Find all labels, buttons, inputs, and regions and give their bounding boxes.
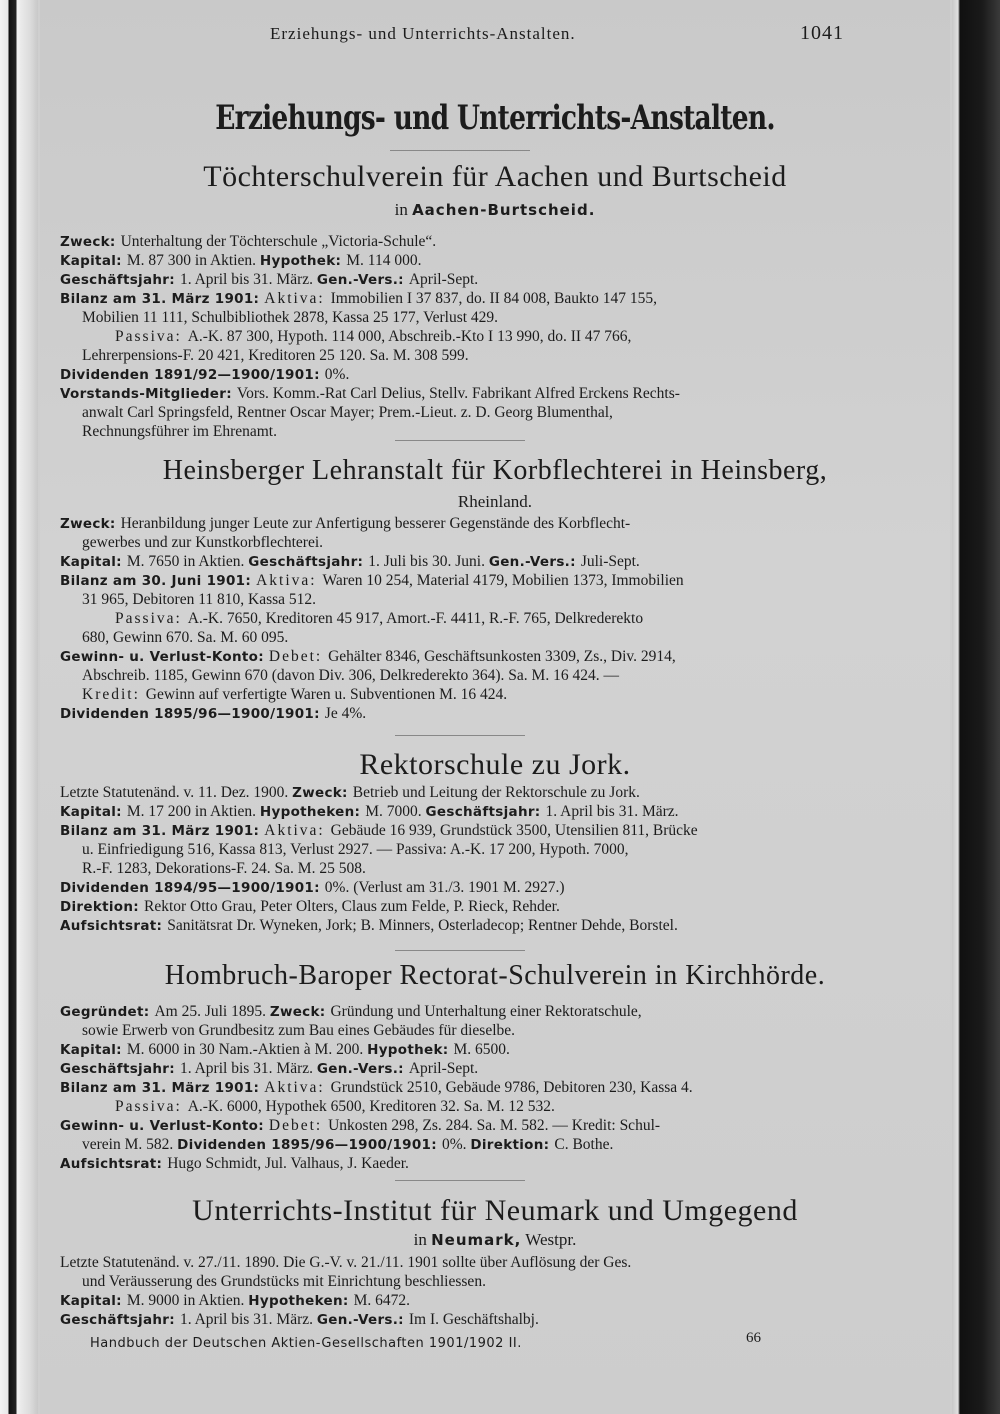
field-label: Kapital: xyxy=(60,253,127,269)
field-value: A.-K. 87 300, Hypoth. 114 000, Abschreib.-Kto I 13 990, do. II 47 766, xyxy=(187,328,632,345)
entry-line xyxy=(60,1021,880,1040)
entry-line xyxy=(60,859,880,878)
field-value: Hugo Schmidt, Jul. Valhaus, J. Kaeder. xyxy=(167,1155,409,1172)
company-location xyxy=(40,1230,950,1250)
divider xyxy=(390,150,530,151)
entry-line xyxy=(60,346,880,365)
field-label: Kapital: xyxy=(60,554,127,570)
entry-line xyxy=(60,384,880,403)
spaced-label: Debet: xyxy=(268,1117,329,1134)
field-label: Gewinn- u. Verlust-Konto: xyxy=(60,649,269,665)
field-label: Hypotheken: xyxy=(248,1293,354,1309)
field-label: Kapital: xyxy=(60,1293,127,1309)
field-value: Juli-Sept. xyxy=(580,553,640,570)
field-value: 1. April bis 31. März. xyxy=(179,271,317,288)
entry-line xyxy=(60,590,880,609)
entry-line xyxy=(60,647,880,666)
field-label: Gen.-Vers.: xyxy=(316,1061,409,1077)
field-label: Hypothek: xyxy=(259,253,347,269)
entry-line xyxy=(60,1002,880,1021)
divider xyxy=(395,1180,525,1181)
footer-imprint: Handbuch der Deutschen Aktien-Gesellschaften 1901/1902 II. xyxy=(90,1336,522,1351)
field-value: Je 4%. xyxy=(324,705,367,722)
field-label: Direktion: xyxy=(470,1137,555,1153)
field-label: Bilanz am 30. Juni 1901: xyxy=(60,573,257,589)
field-value: Abschreib. 1185, Gewinn 670 (davon Div. 306, Delkrederekto 364). Sa. M. 16 424. — xyxy=(82,667,619,684)
field-label: Hypotheken: xyxy=(259,804,366,820)
field-value: 1. Juli bis 30. Juni. xyxy=(368,553,489,570)
field-value: Rechnungsführer im Ehrenamt. xyxy=(82,423,277,440)
field-label: Geschäftsjahr: xyxy=(60,272,180,288)
field-label: Geschäftsjahr: xyxy=(425,804,546,820)
field-value: M. 6472. xyxy=(353,1292,411,1309)
company-entry xyxy=(60,1002,880,1173)
field-label: Gen.-Vers.: xyxy=(488,554,581,570)
field-label: Zweck: xyxy=(60,516,121,532)
company-entry xyxy=(60,783,880,935)
entry-line xyxy=(60,365,880,384)
spaced-label: Aktiva: xyxy=(264,1079,331,1096)
company-entry xyxy=(60,232,880,441)
field-value: Gehälter 8346, Geschäftsunkosten 3309, Zs., Div. 2914, xyxy=(328,648,676,665)
field-label: Gewinn- u. Verlust-Konto: xyxy=(60,1118,269,1134)
field-label: Zweck: xyxy=(269,1004,331,1020)
entry-line xyxy=(60,422,880,441)
field-label: Gen.-Vers.: xyxy=(316,272,409,288)
field-value: Gewinn auf verfertigte Waren u. Subventionen M. 16 424. xyxy=(145,686,508,703)
entry-line xyxy=(60,571,880,590)
field-value: M. 7000. xyxy=(365,803,426,820)
field-label: Dividenden 1894/95—1900/1901: xyxy=(60,880,325,896)
running-header xyxy=(40,24,950,46)
company-title: Töchterschulverein für Aachen und Burtscheid xyxy=(203,160,787,193)
entry-line xyxy=(60,802,880,821)
field-label: Geschäftsjahr: xyxy=(60,1312,180,1328)
entry-line xyxy=(60,685,880,704)
field-value: M. 9000 in Aktien. xyxy=(126,1292,249,1309)
company-location xyxy=(40,492,950,512)
entry-line xyxy=(60,1059,880,1078)
entry-line xyxy=(60,308,880,327)
entry-line xyxy=(60,403,880,422)
field-value: Lehrerpensions-F. 20 421, Kreditoren 25 120. Sa. M. 308 599. xyxy=(82,347,469,364)
field-value: M. 87 300 in Aktien. xyxy=(126,252,260,269)
field-value: M. 6000 in 30 Nam.-Aktien à M. 200. xyxy=(126,1041,368,1058)
field-value: Waren 10 254, Material 4179, Mobilien 1373, Immobilien xyxy=(322,572,684,589)
signature-mark: 66 xyxy=(746,1330,761,1346)
entry-line xyxy=(60,552,880,571)
field-value: Letzte Statutenänd. v. 11. Dez. 1900. xyxy=(60,784,293,801)
field-label: Aufsichtsrat: xyxy=(60,918,168,934)
field-value: Rektor Otto Grau, Peter Olters, Claus zum Felde, P. Rieck, Rehder. xyxy=(144,898,560,915)
chapter-title: Erziehungs- und Unterrichts-Anstalten. xyxy=(215,98,775,138)
field-value: Unterhaltung der Töchterschule „Victoria-Schule“. xyxy=(120,233,437,250)
entry-line xyxy=(60,1116,880,1135)
field-value: Vors. Komm.-Rat Carl Delius, Stellv. Fabrikant Alfred Erckens Rechts- xyxy=(236,385,680,402)
location-prefix: Rheinland. xyxy=(457,492,533,511)
field-value: und Veräusserung des Grundstücks mit Einrichtung beschliessen. xyxy=(82,1273,486,1290)
entry-line xyxy=(60,916,880,935)
field-label: Bilanz am 31. März 1901: xyxy=(60,291,265,307)
field-value: 0%. xyxy=(324,366,350,383)
field-value: Letzte Statutenänd. v. 27./11. 1890. Die G.-V. v. 21./11. 1901 sollte über Auflösung der Ges. xyxy=(60,1254,632,1271)
field-value: anwalt Carl Springsfeld, Rentner Oscar Mayer; Prem.-Lieut. z. D. Georg Blumenthal, xyxy=(82,404,613,421)
field-label: Dividenden 1895/96—1900/1901: xyxy=(60,706,325,722)
entry-line xyxy=(60,533,880,552)
book-binding-left xyxy=(0,0,38,1414)
entry-line xyxy=(60,666,880,685)
field-value: u. Einfriedigung 516, Kassa 813, Verlust 2927. — Passiva: A.-K. 17 200, Hypoth. 7000, xyxy=(82,841,629,858)
field-label: Bilanz am 31. März 1901: xyxy=(60,823,265,839)
field-label: Kapital: xyxy=(60,1042,127,1058)
field-value: Mobilien 11 111, Schulbibliothek 2878, Kassa 25 177, Verlust 429. xyxy=(82,309,499,326)
spaced-label: Aktiva: xyxy=(256,572,323,589)
field-value: 0%. (Verlust am 31./3. 1901 M. 2927.) xyxy=(324,879,565,896)
field-value: Grundstück 2510, Gebäude 9786, Debitoren 230, Kassa 4. xyxy=(330,1079,693,1096)
spaced-label: Aktiva: xyxy=(264,290,331,307)
field-value: Gründung und Unterhaltung einer Rektoratschule, xyxy=(330,1003,642,1020)
field-value: Am 25. Juli 1895. xyxy=(154,1003,270,1020)
entry-line xyxy=(60,514,880,533)
field-value: M. 7650 in Aktien. xyxy=(126,553,249,570)
spaced-label: Debet: xyxy=(268,648,329,665)
field-label: Dividenden 1891/92—1900/1901: xyxy=(60,367,325,383)
entry-line xyxy=(60,270,880,289)
field-label: Aufsichtsrat: xyxy=(60,1156,168,1172)
location-name: Neumark, xyxy=(431,1231,522,1249)
entry-line xyxy=(60,1154,880,1173)
field-label: Geschäftsjahr: xyxy=(60,1061,180,1077)
entry-line xyxy=(60,1078,880,1097)
field-value: Sanitätsrat Dr. Wyneken, Jork; B. Minners, Osterladecop; Rentner Dehde, Borstel. xyxy=(167,917,678,934)
field-value: 1. April bis 31. März. xyxy=(545,803,679,820)
entry-line xyxy=(60,1291,880,1310)
field-label: Direktion: xyxy=(60,899,144,915)
field-value: A.-K. 6000, Hypothek 6500, Kreditoren 32. Sa. M. 12 532. xyxy=(187,1098,555,1115)
spaced-label: Kredit: xyxy=(82,686,146,703)
field-value: Unkosten 298, Zs. 284. Sa. M. 582. — Kredit: Schul- xyxy=(328,1117,661,1134)
spaced-label: Aktiva: xyxy=(264,822,331,839)
entry-line xyxy=(60,704,880,723)
page-number: 1041 xyxy=(800,22,844,44)
field-value: April-Sept. xyxy=(408,1060,479,1077)
entry-line xyxy=(60,821,880,840)
entry-line xyxy=(60,1135,880,1154)
field-value: R.-F. 1283, Dekorations-F. 24. Sa. M. 25 508. xyxy=(82,860,366,877)
field-value: April-Sept. xyxy=(408,271,479,288)
field-value: Heranbildung junger Leute zur Anfertigung besserer Gegenstände des Korbflecht- xyxy=(120,515,631,532)
field-value: gewerbes und zur Kunstkorbflechterei. xyxy=(82,534,324,551)
entry-line xyxy=(60,897,880,916)
location-prefix: in xyxy=(394,200,413,219)
field-label: Gegründet: xyxy=(60,1004,155,1020)
field-value: Gebäude 16 939, Grundstück 3500, Utensilien 811, Brücke xyxy=(330,822,698,839)
field-value: 0%. xyxy=(441,1136,471,1153)
book-binding-right xyxy=(952,0,1000,1414)
entry-line xyxy=(60,840,880,859)
entry-line xyxy=(60,1097,880,1116)
field-value: Im I. Geschäftshalbj. xyxy=(408,1311,539,1328)
spaced-label: Passiva: xyxy=(115,610,188,627)
entry-line xyxy=(60,1253,880,1272)
field-value: 1. April bis 31. März. xyxy=(179,1060,317,1077)
field-value: M. 17 200 in Aktien. xyxy=(126,803,260,820)
company-title: Unterrichts-Institut für Neumark und Umgegend xyxy=(192,1194,798,1227)
company-entry xyxy=(60,514,880,723)
field-value: 1. April bis 31. März. xyxy=(179,1311,317,1328)
divider xyxy=(395,440,525,441)
field-value: M. 114 000. xyxy=(346,252,422,269)
field-value: sowie Erwerb von Grundbesitz zum Bau eines Gebäudes für dieselbe. xyxy=(82,1022,516,1039)
field-label: Zweck: xyxy=(292,785,353,801)
page xyxy=(40,0,950,1414)
field-value: verein M. 582. xyxy=(82,1136,178,1153)
field-label: Kapital: xyxy=(60,804,127,820)
entry-line xyxy=(60,878,880,897)
field-label: Gen.-Vers.: xyxy=(316,1312,409,1328)
field-value: M. 6500. xyxy=(453,1041,510,1058)
field-value: A.-K. 7650, Kreditoren 45 917, Amort.-F. 4411, R.-F. 765, Delkrederekto xyxy=(187,610,644,627)
field-value: 680, Gewinn 670. Sa. M. 60 095. xyxy=(82,629,289,646)
running-title: Erziehungs- und Unterrichts-Anstalten. xyxy=(270,24,576,43)
entry-line xyxy=(60,609,880,628)
field-label: Vorstands-Mitglieder: xyxy=(60,386,237,402)
company-title: Heinsberger Lehranstalt für Korbflechterei in Heinsberg, xyxy=(162,455,828,486)
field-label: Geschäftsjahr: xyxy=(248,554,369,570)
field-value: C. Bothe. xyxy=(554,1136,614,1153)
entry-line xyxy=(60,1310,880,1329)
company-title: Hombruch-Baroper Rectorat-Schulverein in Kirchhörde. xyxy=(164,960,826,991)
spaced-label: Passiva: xyxy=(115,328,188,345)
divider xyxy=(395,950,525,951)
company-location xyxy=(40,200,950,220)
entry-line xyxy=(60,1272,880,1291)
company-title: Rektorschule zu Jork. xyxy=(359,748,631,781)
field-label: Dividenden 1895/96—1900/1901: xyxy=(177,1137,442,1153)
entry-line xyxy=(60,1040,880,1059)
field-label: Hypothek: xyxy=(367,1042,454,1058)
entry-line xyxy=(60,628,880,647)
field-label: Zweck: xyxy=(60,234,121,250)
location-name: Aachen-Burtscheid. xyxy=(412,201,596,219)
field-label: Bilanz am 31. März 1901: xyxy=(60,1080,265,1096)
entry-line xyxy=(60,232,880,251)
entry-line xyxy=(60,783,880,802)
spaced-label: Passiva: xyxy=(115,1098,188,1115)
location-suffix: Westpr. xyxy=(521,1230,577,1249)
field-value: 31 965, Debitoren 11 810, Kassa 512. xyxy=(82,591,317,608)
company-entry xyxy=(60,1253,880,1329)
entry-line xyxy=(60,289,880,308)
entry-line xyxy=(60,327,880,346)
divider xyxy=(395,735,525,736)
field-value: Immobilien I 37 837, do. II 84 008, Baukto 147 155, xyxy=(330,290,657,307)
field-value: Betrieb und Leitung der Rektorschule zu Jork. xyxy=(352,784,640,801)
location-prefix: in xyxy=(413,1230,432,1249)
entry-line xyxy=(60,251,880,270)
